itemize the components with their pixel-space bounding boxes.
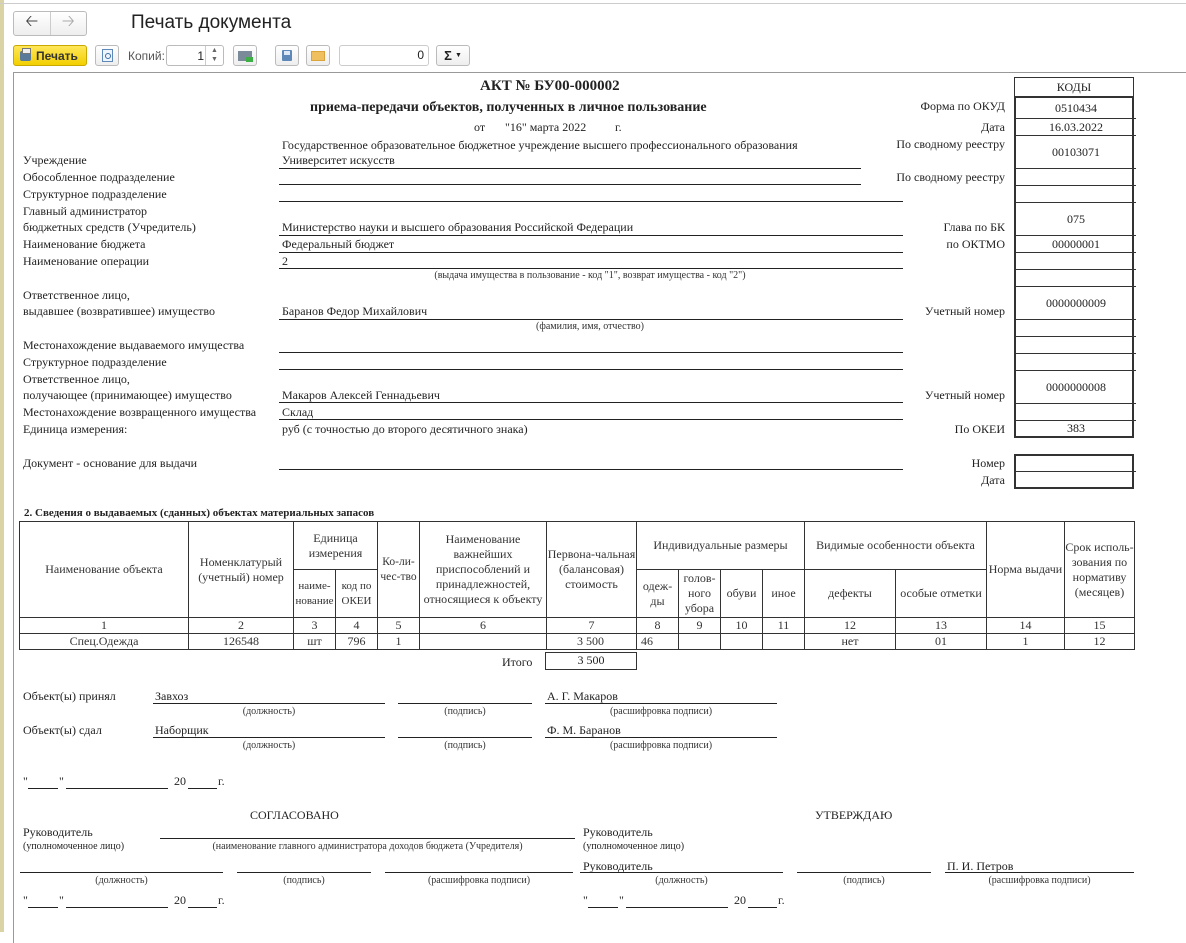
main-admin-line <box>279 235 903 236</box>
oktmo-label: по ОКТМО <box>946 237 1005 251</box>
approve-date-century: 20 <box>734 893 746 907</box>
table-cell <box>763 634 805 650</box>
operation-value: 2 <box>282 254 288 268</box>
header-term: Срок исполь-зования по нормативу (месяцев) <box>1065 522 1135 618</box>
budget-line <box>279 252 903 253</box>
approve-position-line <box>580 872 783 873</box>
issuer-line <box>279 319 903 320</box>
header-qty: Ко-ли-чес-тво <box>378 522 420 618</box>
table-cell <box>420 634 547 650</box>
issued-location-line <box>279 352 903 353</box>
operation-hint: (выдача имущества в пользование - код "1", возврат имущества - код "2") <box>434 270 746 281</box>
operation-label: Наименование операции <box>23 254 150 268</box>
separate-division-label: Обособленное подразделение <box>23 170 175 184</box>
printer-icon <box>20 51 31 61</box>
agreed-date-century: 20 <box>174 893 186 907</box>
total-label: Итого <box>502 655 533 669</box>
approve-head-label: Руководитель <box>583 825 653 839</box>
okud-code: 0510434 <box>1016 98 1136 119</box>
issuer-value: Баранов Федор Михайлович <box>282 304 428 318</box>
handed-position-line <box>153 737 385 738</box>
issuer-label-1: Ответственное лицо, <box>23 288 130 302</box>
unit-value: руб (с точностью до второго десятичного знака) <box>282 422 528 436</box>
accepted-label: Объект(ы) принял <box>23 689 116 703</box>
separate-division-line <box>279 184 861 185</box>
receiver-label-1: Ответственное лицо, <box>23 372 130 386</box>
budget-label: Наименование бюджета <box>23 237 146 251</box>
registry-code-2 <box>1016 169 1136 186</box>
approve-signature-hint: (подпись) <box>843 875 885 886</box>
envelope-icon <box>311 51 325 61</box>
empty-code-row <box>1016 404 1136 421</box>
arrow-right-icon: 🡢 <box>61 13 75 30</box>
header-unit: Единица измерения <box>294 522 378 570</box>
header-nomenclature: Номенклатурый (учетный) номер <box>189 522 294 618</box>
accepted-signature-hint: (подпись) <box>444 706 486 717</box>
agreed-admin-hint: (наименование главного администратора доходов бюджета (Учредителя) <box>212 841 523 852</box>
structural-division-line-2 <box>279 369 903 370</box>
header-notes: особые отметки <box>896 570 987 618</box>
agreed-admin-line <box>160 838 575 839</box>
header-norm: Норма выдачи <box>987 522 1065 618</box>
agreed-title: СОГЛАСОВАНО <box>250 808 339 822</box>
institution-value-line1: Государственное образовательное бюджетное учреждение высшего профессионального образования <box>282 138 798 152</box>
header-accessories: Наименование важнейших приспособлений и принадлежностей, относящиеся к объекту <box>420 522 547 618</box>
column-number: 6 <box>420 618 547 634</box>
agreed-date-month-line <box>66 907 168 908</box>
sigma-icon: Σ <box>444 48 452 63</box>
accepted-name: А. Г. Макаров <box>547 689 618 703</box>
date-year-line <box>188 788 217 789</box>
codes-date-label: Дата <box>981 120 1005 134</box>
registry-code: 00103071 <box>1016 136 1136 169</box>
okei-label: По ОКЕИ <box>954 422 1005 436</box>
handed-name: Ф. М. Баранов <box>547 723 621 737</box>
header-clothes: одеж-ды <box>637 570 679 618</box>
empty-code-row <box>1016 186 1136 203</box>
header-unit-code: код по ОКЕИ <box>336 570 378 618</box>
receiver-value: Макаров Алексей Геннадьевич <box>282 388 440 402</box>
agreed-decode-line <box>385 872 573 873</box>
basis-codes-box <box>1014 454 1134 489</box>
column-number: 12 <box>805 618 896 634</box>
column-number: 8 <box>637 618 679 634</box>
agreed-date-day-line <box>28 907 58 908</box>
oktmo-code: 00000001 <box>1016 236 1136 253</box>
table-cell: 12 <box>1065 634 1135 650</box>
approve-date-quote-close: " <box>619 893 624 907</box>
basis-label: Документ - основание для выдачи <box>23 456 198 470</box>
arrow-left-icon: 🡠 <box>25 13 39 30</box>
column-number: 14 <box>987 618 1065 634</box>
institution-label: Учреждение <box>23 153 87 167</box>
accepted-position: Завхоз <box>155 689 189 703</box>
main-admin-value: Министерство науки и высшего образования Российской Федерации <box>282 220 634 234</box>
handed-position: Наборщик <box>155 723 209 737</box>
print-button[interactable] <box>13 45 87 66</box>
preview-icon <box>102 49 113 62</box>
structural-division-line <box>279 201 903 202</box>
table-cell: 1 <box>987 634 1065 650</box>
approve-date-day-line <box>588 907 618 908</box>
column-number: 10 <box>721 618 763 634</box>
approve-date-quote-open: " <box>583 893 588 907</box>
column-number: 1 <box>20 618 189 634</box>
chevron-down-icon: ▼ <box>454 52 462 59</box>
agreed-date-year-suffix: г. <box>218 893 225 907</box>
handed-name-line <box>545 737 777 738</box>
section2-title: 2. Сведения о выдаваемых (сданных) объектах материальных запасов <box>24 507 375 519</box>
returned-location-label: Местонахождение возвращенного имущества <box>23 405 257 419</box>
agreed-decode-hint: (расшифровка подписи) <box>427 875 531 886</box>
sum-dropdown-button[interactable] <box>436 45 470 66</box>
approve-name-line <box>945 872 1134 873</box>
print-label: Печать <box>36 48 78 63</box>
table-cell: 796 <box>336 634 378 650</box>
copies-label: Копий: <box>128 49 165 63</box>
table-cell: Спец.Одежда <box>20 634 189 650</box>
header-other: иное <box>763 570 805 618</box>
table-cell: 126548 <box>189 634 294 650</box>
bk-code: 075 <box>1016 203 1136 236</box>
number-label: Номер <box>971 456 1005 470</box>
table-cell <box>679 634 721 650</box>
edit-table-button[interactable] <box>233 45 257 66</box>
okei-code: 383 <box>1067 421 1085 435</box>
header-sizes: Индивидуальные размеры <box>637 522 805 570</box>
window-left-border <box>0 0 4 932</box>
table-cell: шт <box>294 634 336 650</box>
edit-table-icon <box>238 51 252 61</box>
codes-box <box>1014 96 1134 438</box>
registry-label: По сводному реестру <box>896 137 1005 151</box>
date-century: 20 <box>174 774 186 788</box>
handed-label: Объект(ы) сдал <box>23 723 102 737</box>
column-number: 4 <box>336 618 378 634</box>
returned-location-line <box>279 419 903 420</box>
basis-line <box>279 469 903 470</box>
column-number: 11 <box>763 618 805 634</box>
bk-label: Глава по БК <box>943 220 1005 234</box>
acc-num-code-2: 0000000008 <box>1016 371 1136 404</box>
structural-division-label: Структурное подразделение <box>23 187 167 201</box>
agreed-date-year-line <box>188 907 217 908</box>
copies-value: 1 <box>197 49 204 63</box>
codes-date-label-2: Дата <box>981 473 1005 487</box>
date-day-line <box>28 788 58 789</box>
table-cell: 3 500 <box>547 634 637 650</box>
agreed-position-line <box>20 872 223 873</box>
main-admin-label-1: Главный администратор <box>23 204 148 218</box>
receiver-line <box>279 402 903 403</box>
forward-button[interactable] <box>50 12 87 35</box>
copies-spinner[interactable] <box>205 46 223 65</box>
agreed-head-label: Руководитель <box>23 825 93 839</box>
agreed-position-hint: (должность) <box>95 875 148 886</box>
act-title: АКТ № БУ00-000002 <box>480 78 620 94</box>
floppy-disk-icon <box>282 50 292 61</box>
agreed-signature-hint: (подпись) <box>283 875 325 886</box>
date-month-line <box>66 788 168 789</box>
approve-date-month-line <box>626 907 728 908</box>
unit-label: Единица измерения: <box>23 422 128 436</box>
codes-header: КОДЫ <box>1014 77 1134 97</box>
empty-code-row <box>1016 253 1136 270</box>
save-button[interactable] <box>275 45 299 66</box>
approve-decode-hint: (расшифровка подписи) <box>988 875 1091 886</box>
accepted-decode-hint: (расшифровка подписи) <box>609 706 713 717</box>
column-number: 5 <box>378 618 420 634</box>
budget-value: Федеральный бюджет <box>282 237 395 251</box>
approve-signature-line <box>797 872 931 873</box>
approve-name: П. И. Петров <box>947 859 1014 873</box>
empty-code-row <box>1016 320 1136 337</box>
spin-up-icon[interactable]: ▲ <box>211 47 218 54</box>
table-cell: нет <box>805 634 896 650</box>
accepted-position-hint: (должность) <box>242 706 296 717</box>
approve-date-year-line <box>748 907 777 908</box>
date-quote-close: " <box>59 774 64 788</box>
total-value: 3 500 <box>545 652 637 670</box>
institution-line <box>279 168 861 169</box>
institution-value-line2: Университет искусств <box>282 153 395 167</box>
header-headwear: голов-ного убора <box>679 570 721 618</box>
column-number: 3 <box>294 618 336 634</box>
column-number: 9 <box>679 618 721 634</box>
act-date: "16" марта 2022 <box>505 120 587 134</box>
agreed-authorized-hint: (уполномоченное лицо) <box>23 841 125 852</box>
approve-date-year-suffix: г. <box>778 893 785 907</box>
okud-label: Форма по ОКУД <box>920 99 1005 113</box>
acc-num-label-1: Учетный номер <box>924 304 1005 318</box>
empty-code-row <box>1016 270 1136 287</box>
fio-hint: (фамилия, имя, отчество) <box>536 321 644 332</box>
column-number: 2 <box>189 618 294 634</box>
table-cell: 01 <box>896 634 987 650</box>
acc-num-label-2: Учетный номер <box>924 388 1005 402</box>
accepted-position-line <box>153 703 385 704</box>
agreed-date-quote-close: " <box>59 893 64 907</box>
header-unit-name: наиме-нование <box>294 570 336 618</box>
header-defects: дефекты <box>805 570 896 618</box>
approve-position: Руководитель <box>583 859 653 873</box>
date-year-suffix: г. <box>218 774 225 788</box>
header-shoes: обуви <box>721 570 763 618</box>
materials-table <box>19 521 1135 650</box>
agreed-signature-line <box>237 872 371 873</box>
top-tab-strip <box>0 0 1186 4</box>
table-row <box>20 634 1135 650</box>
operation-line <box>279 268 903 269</box>
acc-num-code-1: 0000000009 <box>1016 287 1136 320</box>
sum-value-field[interactable]: 0 <box>339 45 429 66</box>
handed-position-hint: (должность) <box>242 740 296 751</box>
column-numbers-row <box>20 618 1135 634</box>
approve-position-hint: (должность) <box>655 875 708 886</box>
date-code: 16.03.2022 <box>1016 119 1136 136</box>
window-title: Печать документа <box>131 12 292 33</box>
table-cell: 46 <box>637 634 679 650</box>
send-email-button[interactable] <box>306 45 330 66</box>
returned-location-value: Склад <box>282 405 314 419</box>
empty-code-row <box>1016 354 1136 371</box>
column-number: 13 <box>896 618 987 634</box>
header-name: Наименование объекта <box>20 522 189 618</box>
table-cell <box>721 634 763 650</box>
handed-decode-hint: (расшифровка подписи) <box>609 740 713 751</box>
issuer-label-2: выдавшее (возвратившее) имущество <box>23 304 215 318</box>
registry-label-2: По сводному реестру <box>896 170 1005 184</box>
handed-signature-line <box>398 737 532 738</box>
empty-code-row <box>1016 337 1136 354</box>
agreed-date-quote-open: " <box>23 893 28 907</box>
header-features: Видимые особенности объекта <box>805 522 987 570</box>
date-quote-open: " <box>23 774 28 788</box>
copies-input[interactable] <box>166 45 224 66</box>
accepted-name-line <box>545 703 777 704</box>
date-suffix: г. <box>615 120 622 134</box>
accepted-signature-line <box>398 703 532 704</box>
header-cost: Первона-чальная (балансовая) стоимость <box>547 522 637 618</box>
preview-button[interactable] <box>95 45 119 66</box>
navigation-group <box>13 11 87 36</box>
issued-location-label: Местонахождение выдаваемого имущества <box>23 338 245 352</box>
date-prefix: от <box>474 120 486 134</box>
column-number: 7 <box>547 618 637 634</box>
act-subtitle: приема-передачи объектов, полученных в личное пользование <box>310 100 707 115</box>
structural-division-label-2: Структурное подразделение <box>23 355 167 369</box>
back-button[interactable] <box>14 12 50 35</box>
column-number: 15 <box>1065 618 1135 634</box>
receiver-label-2: получающее (принимающее) имущество <box>23 388 232 402</box>
table-cell: 1 <box>378 634 420 650</box>
approve-authorized-hint: (уполномоченное лицо) <box>583 841 685 852</box>
basis-number-code <box>1016 456 1136 472</box>
approve-title: УТВЕРЖДАЮ <box>815 808 893 822</box>
handed-signature-hint: (подпись) <box>444 740 486 751</box>
main-admin-label-2: бюджетных средств (Учредитель) <box>23 220 196 234</box>
spin-down-icon[interactable]: ▼ <box>211 56 218 63</box>
